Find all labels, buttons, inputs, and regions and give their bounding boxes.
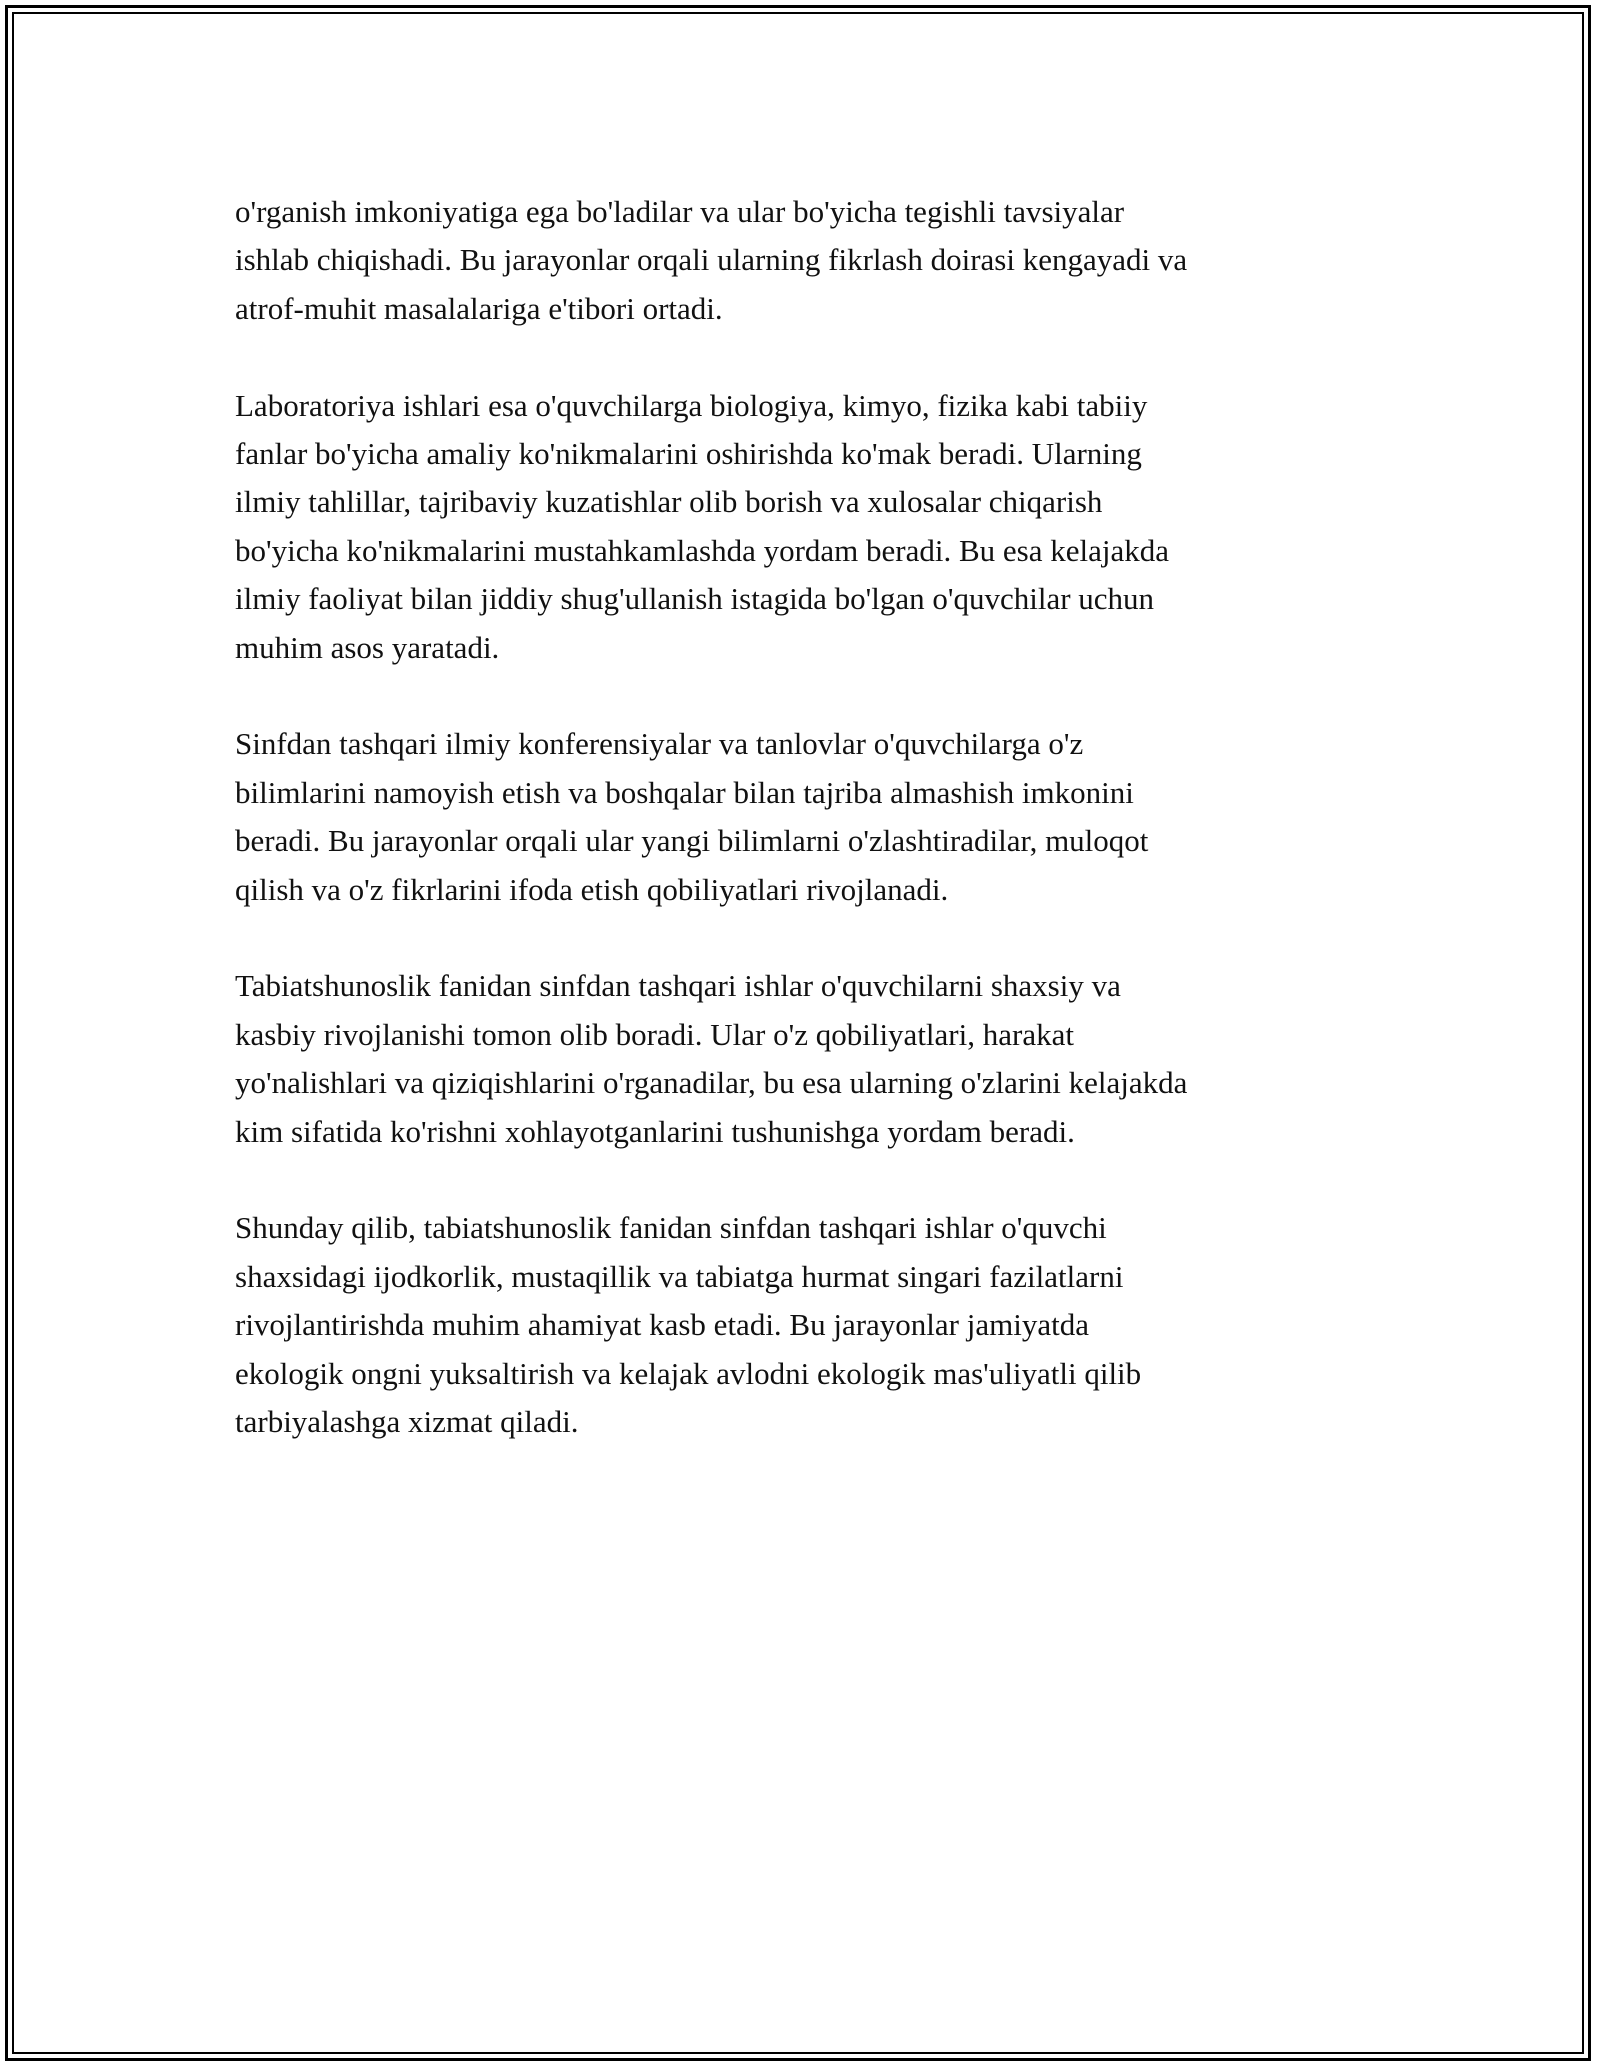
paragraph: Shunday qilib, tabiatshunoslik fanidan sinfdan tashqari ishlar o'quvchi shaxsidagi ijodkorlik, mustaqillik va tabiatga hurmat singari fazilatlarni rivojlantirishda muhim ahamiyat kasb etadi. Bu jarayonlar jamiyatda ekologik ongni yuksaltirish va kelajak avlodni ekologik mas'uliyatli qilib tarbiyalashga xizmat qiladi.	[235, 1210, 1142, 1440]
paragraph: o'rganish imkoniyatiga ega bo'ladilar va ular bo'yicha tegishli tavsiyalar ishlab chiqishadi. Bu jarayonlar orqali ularning fikrlash doirasi kengayadi va atrof-muhit masalalariga e'tibori ortadi.	[235, 194, 1188, 326]
paragraph: Tabiatshunoslik fanidan sinfdan tashqari ishlar o'quvchilarni shaxsiy va kasbiy rivojlanishi tomon olib boradi. Ular o'z qobiliyatlari, harakat yo'nalishlari va qiziqishlarini o'rganadilar, bu esa ularning o'zlarini kelajakda kim sifatida ko'rishni xohlayotganlarini tushunishga yordam beradi.	[235, 968, 1188, 1149]
document-body	[235, 188, 1375, 1495]
paragraph: Sinfdan tashqari ilmiy konferensiyalar va tanlovlar o'quvchilarga o'z bilimlarini namoyish etish va boshqalar bilan tajriba almashish imkonini beradi. Bu jarayonlar orqali ular yangi bilimlarni o'zlashtiradilar, muloqot qilish va o'z fikrlarini ifoda etish qobiliyatlari rivojlanadi.	[235, 726, 1149, 907]
paragraph: Laboratoriya ishlari esa o'quvchilarga biologiya, kimyo, fizika kabi tabiiy fanlar bo'yicha amaliy ko'nikmalarini oshirishda ko'mak beradi. Ularning ilmiy tahlillar, tajribaviy kuzatishlar olib borish va xulosalar chiqarish bo'yicha ko'nikmalarini mustahkamlashda yordam beradi. Bu esa kelajakda ilmiy faoliyat bilan jiddiy shug'ullanish istagida bo'lgan o'quvchilar uchun muhim asos yaratadi.	[235, 387, 1169, 665]
